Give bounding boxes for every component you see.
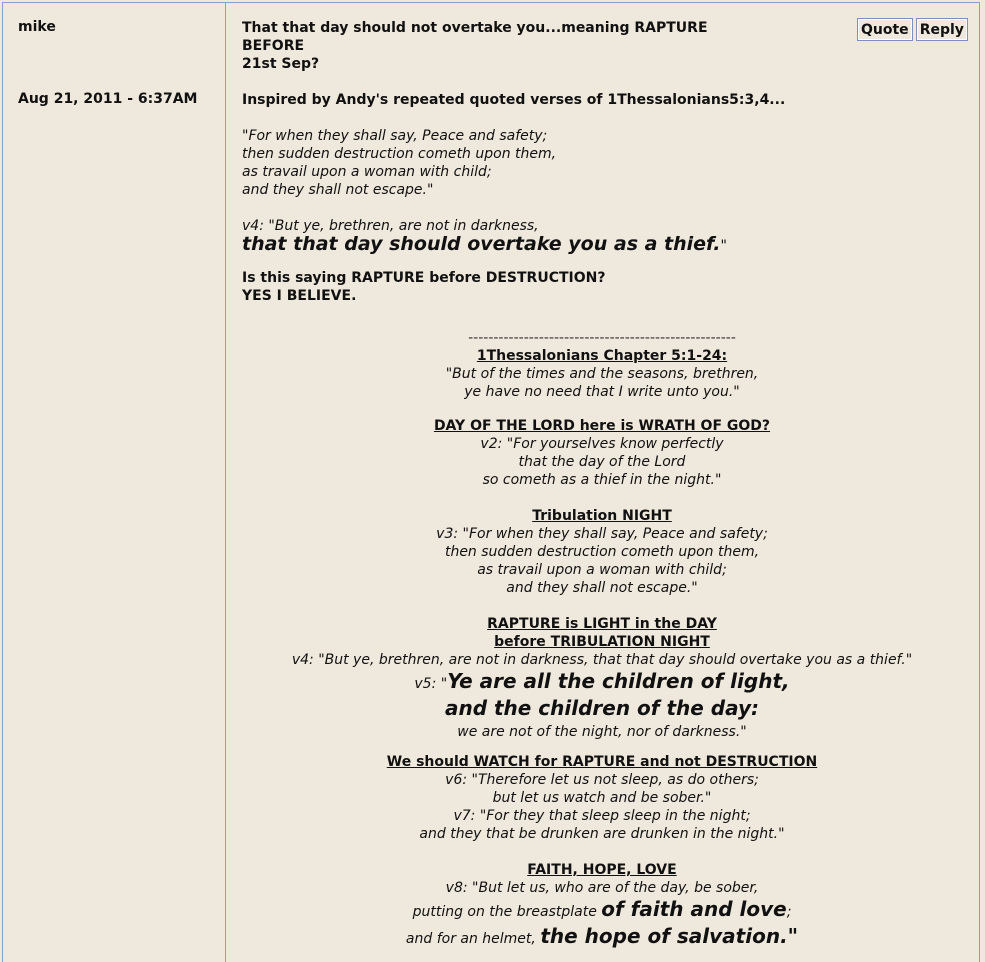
verse-line: v7: "For they that sleep sleep in the night; — [453, 808, 751, 824]
quote-line: and they shall not escape." — [242, 182, 434, 198]
intro-text: Inspired by Andy's repeated quoted verses of 1Thessalonians5:3,4... — [242, 92, 786, 108]
verse-prefix: putting on the breastplate — [412, 904, 602, 920]
answer-text: YES I BELIEVE. — [242, 288, 357, 304]
quote-line: then sudden destruction cometh upon them, — [242, 146, 557, 162]
section-header: FAITH, HOPE, LOVE — [527, 862, 677, 878]
scripture-section — [226, 753, 978, 843]
section-header: We should WATCH for RAPTURE and not DESTRUCTION — [386, 754, 818, 770]
post-body — [242, 19, 962, 305]
quote-block — [242, 127, 962, 199]
verse-prefix: v5: " — [414, 676, 448, 692]
verse-line: v8: "But let us, who are of the day, be sober, — [445, 880, 759, 896]
reply-button[interactable]: Reply — [916, 18, 968, 41]
verse-line — [226, 924, 978, 951]
v4-line1: v4: "But ye, brethren, are not in darkness, — [242, 218, 539, 234]
separator: ----------------------------------------------------- — [468, 330, 736, 346]
section-header: RAPTURE is LIGHT in the DAY — [487, 616, 717, 632]
verse-line: "But of the times and the seasons, brethren, — [445, 366, 759, 382]
verse-line: that the day of the Lord — [518, 454, 686, 470]
v4-quote — [242, 217, 962, 255]
scripture-section — [226, 507, 978, 597]
verse-emphasis: Ye are all the children of light, — [447, 669, 790, 693]
post-title-line2: 21st Sep? — [242, 56, 320, 72]
scripture-section — [226, 329, 978, 401]
verse-line: v6: "Therefore let us not sleep, as do others; — [445, 772, 759, 788]
verse-end: ; — [786, 904, 792, 920]
post-date: Aug 21, 2011 - 6:37AM — [18, 91, 198, 107]
quote-button[interactable]: Quote — [857, 18, 913, 41]
verse-emphasis: and the children of the day: — [444, 696, 760, 720]
section-header: DAY OF THE LORD here is WRATH OF GOD? — [433, 418, 771, 434]
verse-emphasis: of faith and love — [601, 897, 787, 921]
verse-line: and they that be drunken are drunken in the night." — [419, 826, 785, 842]
verse-line: then sudden destruction cometh upon them, — [444, 544, 760, 560]
verse-line: and they shall not escape." — [506, 580, 698, 596]
post-title-line1: That that day should not overtake you...meaning RAPTURE BEFORE — [242, 20, 708, 54]
verse-line — [226, 669, 978, 696]
scripture-section — [226, 417, 978, 489]
quote-line: "For when they shall say, Peace and safety; — [242, 128, 548, 144]
v4-emphasis: that that day should overtake you as a thief. — [242, 233, 721, 255]
section-header: 1Thessalonians Chapter 5:1-24: — [476, 348, 728, 364]
post-title — [242, 19, 762, 73]
verse-line: so cometh as a thief in the night." — [482, 472, 722, 488]
verse-line: ye have no need that I write unto you." — [464, 384, 740, 400]
verse-line — [226, 897, 978, 924]
verse-emphasis: the hope of salvation." — [540, 924, 799, 948]
question-text: Is this saying RAPTURE before DESTRUCTION? — [242, 270, 606, 286]
verse-line: as travail upon a woman with child; — [477, 562, 727, 578]
verse-line: v2: "For yourselves know perfectly — [480, 436, 724, 452]
section-header: before TRIBULATION NIGHT — [494, 634, 710, 650]
v4-end: " — [720, 238, 727, 254]
verse-prefix: and for an helmet, — [405, 931, 541, 947]
quote-line: as travail upon a woman with child; — [242, 164, 492, 180]
verse-line — [226, 696, 978, 723]
verse-line: v3: "For when they shall say, Peace and safety; — [436, 526, 768, 542]
verse-line: but let us watch and be sober." — [492, 790, 712, 806]
verse-line: we are not of the night, nor of darkness." — [457, 724, 747, 740]
verse-line: v4: "But ye, brethren, are not in darkness, that that day should overtake you as a thief." — [291, 652, 913, 668]
scripture-section — [226, 615, 978, 741]
scripture-section — [226, 861, 978, 951]
post-author[interactable]: mike — [18, 19, 56, 35]
section-header: Tribulation NIGHT — [532, 508, 672, 524]
